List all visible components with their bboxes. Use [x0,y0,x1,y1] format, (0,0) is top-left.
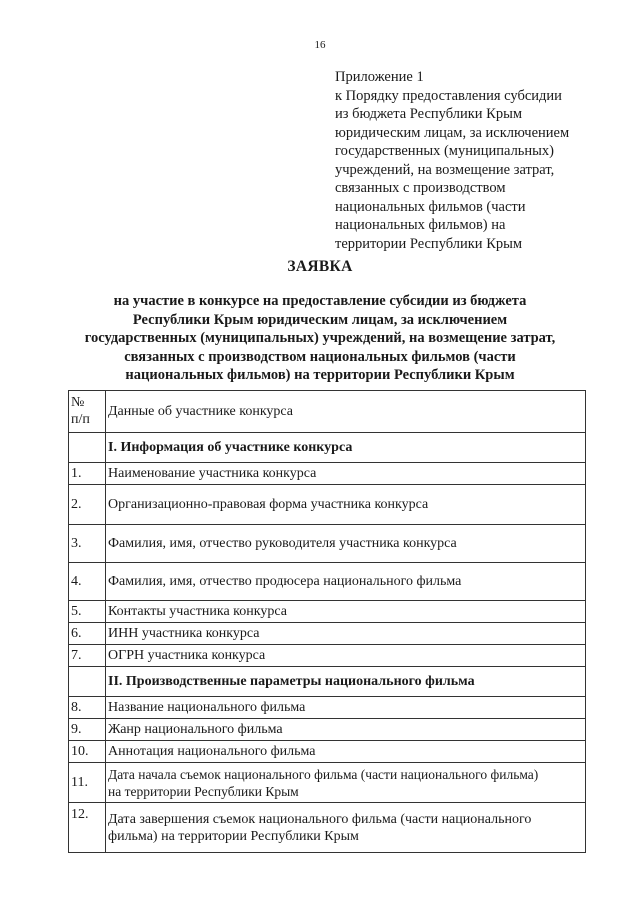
row-number: 10. [69,741,106,763]
table-row [69,763,586,803]
row-label: Жанр национального фильма [106,719,586,741]
row-label [106,803,586,853]
row-label: Название национального фильма [106,697,586,719]
row-number: 1. [69,463,106,485]
table-row [69,525,586,563]
row-number: 9. [69,719,106,741]
section-number-cell [69,667,106,697]
row-number: 2. [69,485,106,525]
row-label: Наименование участника конкурса [106,463,586,485]
appendix-line: связанных с производством [335,180,506,196]
appendix-line: национальных фильмов (части [335,198,526,215]
appendix-line: учреждений, на возмещение затрат, [335,161,555,178]
appendix-line: Приложение 1 [335,69,424,85]
table-row [69,563,586,601]
section-title: I. Информация об участнике конкурса [106,433,586,463]
row-number: 4. [69,563,106,601]
table-row [69,697,586,719]
row-number: 3. [69,525,106,563]
table-row [69,485,586,525]
row-label: ИНН участника конкурса [106,623,586,645]
appendix-line: к Порядку предоставления субсидии [335,87,562,104]
row-label: Фамилия, имя, отчество продюсера национального фильма [106,563,586,601]
header-number-symbol: № [71,395,85,410]
section-row [69,433,586,463]
row-label: Организационно-правовая форма участника конкурса [106,485,586,525]
row-label: ОГРН участника конкурса [106,645,586,667]
appendix-line: национальных фильмов) на [335,217,506,233]
row-number: 12. [69,803,106,853]
page-number: 16 [314,39,326,51]
appendix-line: государственных (муниципальных) [335,143,554,159]
row-label-line: Дата завершения съемок национального фильма (части национального [108,811,532,827]
document-title: ЗАЯВКА [287,258,353,275]
row-label-line: на территории Республики Крым [108,783,299,799]
table-row [69,719,586,741]
document-subtitle [0,292,640,385]
header-number-cell [69,391,106,433]
row-label-line: фильма) на территории Республики Крым [108,828,359,844]
row-label-line: Дата начала съемок национального фильма (части национального фильма) [108,766,539,782]
table-header-row [69,391,586,433]
table-row [69,463,586,485]
table-row [69,645,586,667]
subtitle-line: государственных (муниципальных) учреждений, на возмещение затрат, [84,330,556,346]
subtitle-line: национальных фильмов) на территории Республики Крым [125,367,515,383]
application-table [68,390,586,853]
subtitle-line: Республики Крым юридическим лицам, за исключением [132,311,508,328]
row-number: 11. [69,763,106,803]
appendix-line: территории Республики Крым [335,235,523,252]
row-label: Фамилия, имя, отчество руководителя участника конкурса [106,525,586,563]
row-label: Аннотация национального фильма [106,741,586,763]
subtitle-line: на участие в конкурсе на предоставление субсидии из бюджета [113,293,527,309]
section-number-cell [69,433,106,463]
row-number: 8. [69,697,106,719]
table-row [69,601,586,623]
row-number: 6. [69,623,106,645]
appendix-note [335,68,625,253]
appendix-line: из бюджета Республики Крым [335,106,523,122]
row-number: 7. [69,645,106,667]
section-row [69,667,586,697]
table-row [69,803,586,853]
subtitle-line: связанных с производством национальных фильмов (части [124,348,516,365]
row-label [106,763,586,803]
appendix-line: юридическим лицам, за исключением [335,124,570,141]
header-label-cell: Данные об участнике конкурса [106,391,586,433]
row-number: 5. [69,601,106,623]
row-label: Контакты участника конкурса [106,601,586,623]
table-row [69,623,586,645]
table-row [69,741,586,763]
section-title: II. Производственные параметры национального фильма [106,667,586,697]
header-number-abbrev: п/п [71,412,90,427]
